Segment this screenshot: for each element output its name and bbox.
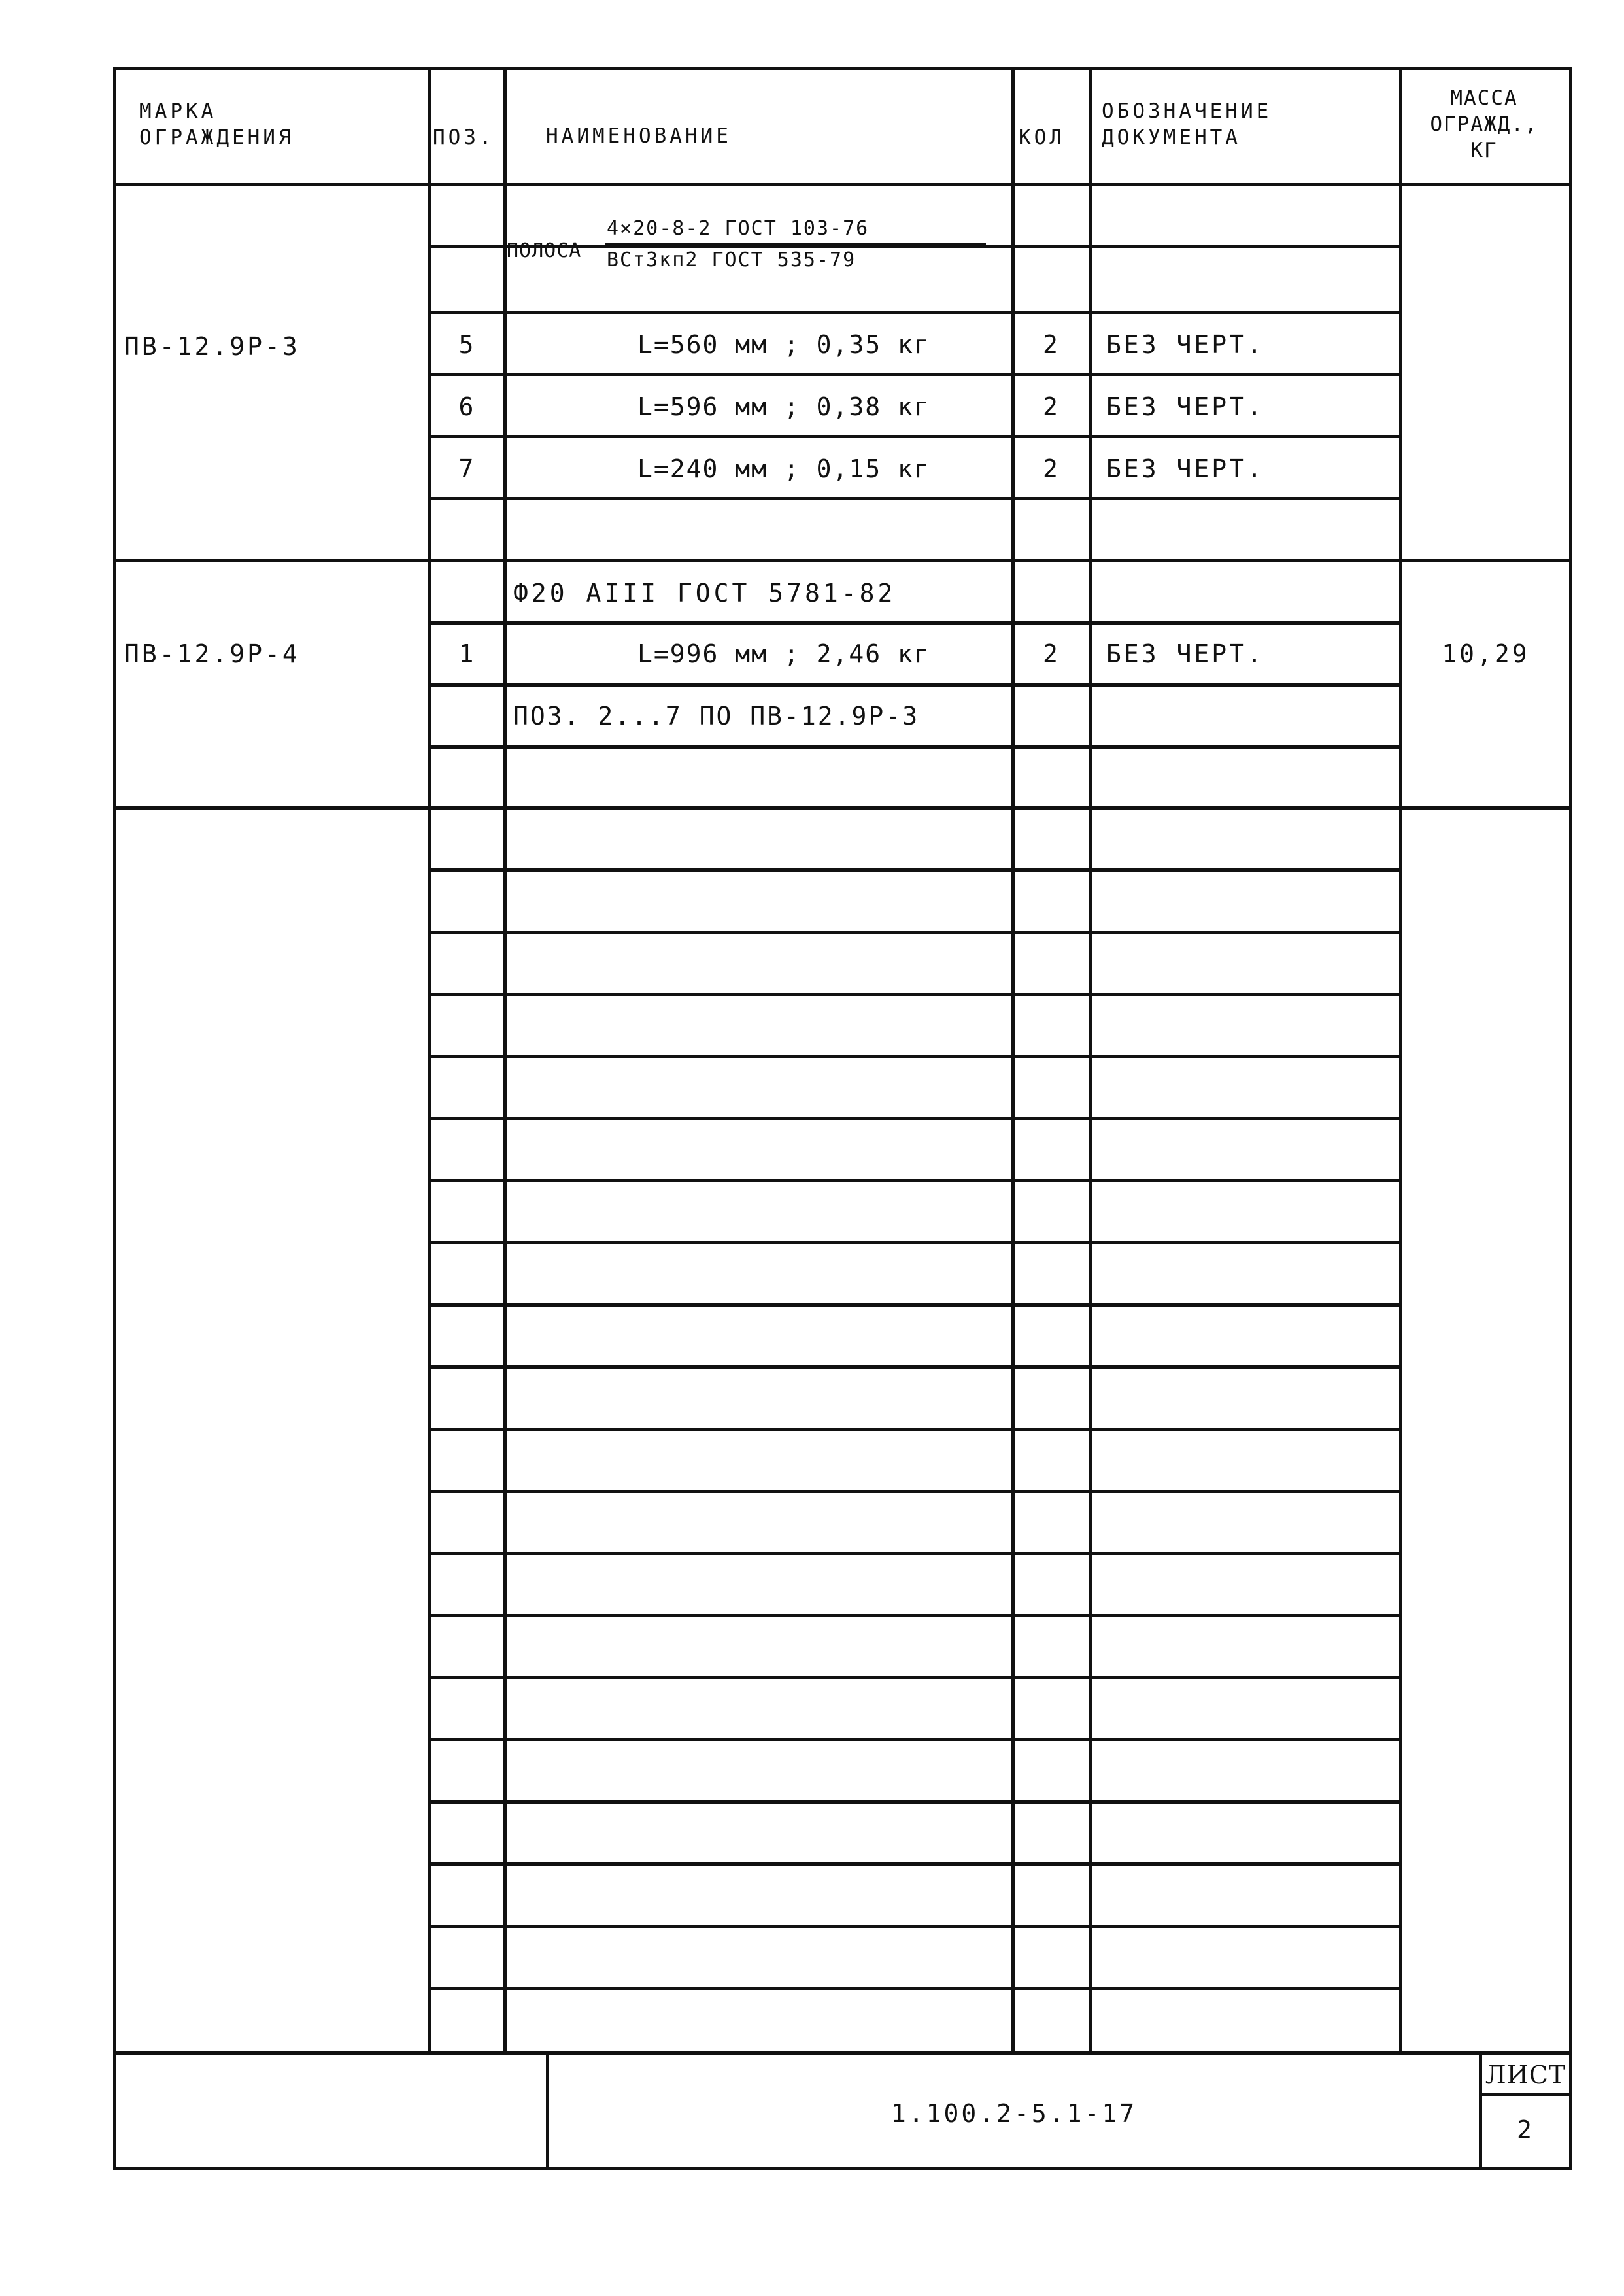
row-doc: БЕЗ ЧЕРТ. bbox=[1106, 454, 1264, 483]
row-doc: БЕЗ ЧЕРТ. bbox=[1106, 330, 1264, 359]
row-line bbox=[430, 1490, 1401, 1493]
row-line bbox=[430, 1303, 1401, 1307]
row-line bbox=[430, 1428, 1401, 1431]
row-line bbox=[430, 1179, 1401, 1182]
row-line bbox=[430, 993, 1401, 996]
row-line bbox=[430, 1800, 1401, 1804]
material-rebar: Ф20 AIII ГОСТ 5781-82 bbox=[513, 579, 896, 608]
row-doc: БЕЗ ЧЕРТ. bbox=[1106, 640, 1264, 668]
marka-pv-12-9r-4: ПВ-12.9Р-4 bbox=[124, 640, 300, 668]
col-divider-kol bbox=[1011, 67, 1015, 2055]
row-line bbox=[430, 1117, 1401, 1120]
row-poz: 6 bbox=[458, 392, 477, 421]
header-kol: КОЛ bbox=[1019, 126, 1065, 149]
row-name: L=560 мм ; 0,35 кг bbox=[637, 330, 930, 359]
row-kol: 2 bbox=[1043, 330, 1060, 359]
col-divider-name bbox=[503, 67, 507, 2055]
header-marka: МАРКА ОГРАЖДЕНИЯ bbox=[139, 99, 294, 149]
material-denominator: ВСт3кп2 ГОСТ 535-79 bbox=[607, 248, 856, 271]
position-reference: ПОЗ. 2...7 ПО ПВ-12.9Р-3 bbox=[513, 702, 920, 730]
sheet-label: ЛИСТ bbox=[1485, 2061, 1566, 2089]
header-massa: МАССА ОГРАЖД., КГ bbox=[1430, 86, 1538, 162]
material-numerator: 4×20-8-2 ГОСТ 103-76 bbox=[607, 217, 870, 240]
row-poz: 7 bbox=[458, 454, 477, 483]
row-line bbox=[430, 311, 1401, 314]
header-oboznachenie: ОБОЗНАЧЕНИЕ ДОКУМЕНТА bbox=[1102, 99, 1272, 149]
group-separator-line-2 bbox=[113, 806, 1572, 810]
row-poz: 5 bbox=[458, 330, 477, 359]
header-naimenovanie: НАИМЕНОВАНИЕ bbox=[546, 124, 732, 148]
row-line bbox=[430, 1055, 1401, 1058]
fraction-bar bbox=[605, 243, 986, 246]
frame-top-line bbox=[113, 67, 1572, 70]
sheet-number: 2 bbox=[1517, 2116, 1534, 2144]
row-doc: БЕЗ ЧЕРТ. bbox=[1106, 392, 1264, 421]
row-line bbox=[430, 931, 1401, 934]
row-kol: 2 bbox=[1043, 454, 1060, 483]
document-code: 1.100.2-5.1-17 bbox=[890, 2099, 1138, 2128]
marka-pv-12-9r-3: ПВ-12.9Р-3 bbox=[124, 332, 300, 361]
row-line bbox=[430, 1614, 1401, 1617]
frame-left-line bbox=[113, 67, 116, 2170]
header-separator-line bbox=[113, 183, 1572, 186]
table-bottom-line bbox=[113, 2051, 1572, 2055]
frame-right-line bbox=[1569, 67, 1572, 2170]
row-line bbox=[430, 868, 1401, 872]
row-line bbox=[430, 1552, 1401, 1555]
row-line bbox=[430, 745, 1401, 749]
row-kol: 2 bbox=[1043, 392, 1060, 421]
row-line bbox=[430, 621, 1401, 625]
col-divider-poz bbox=[428, 67, 431, 2055]
row-line bbox=[430, 1862, 1401, 1866]
mass-value: 10,29 bbox=[1442, 640, 1530, 668]
row-line bbox=[430, 373, 1401, 376]
row-name: L=596 мм ; 0,38 кг bbox=[637, 392, 930, 421]
row-line bbox=[430, 1676, 1401, 1679]
row-line bbox=[430, 1987, 1401, 1990]
row-kol: 2 bbox=[1043, 640, 1060, 668]
row-line bbox=[430, 1241, 1401, 1244]
frame-bottom-line bbox=[113, 2167, 1572, 2170]
row-name: L=996 мм ; 2,46 кг bbox=[637, 640, 930, 668]
row-line bbox=[430, 1738, 1401, 1741]
row-line bbox=[430, 1365, 1401, 1369]
col-divider-doc bbox=[1089, 67, 1092, 2055]
col-divider-mass bbox=[1399, 67, 1402, 2055]
header-poz: ПОЗ. bbox=[433, 126, 495, 149]
row-name: L=240 мм ; 0,15 кг bbox=[637, 454, 930, 483]
row-line bbox=[430, 435, 1401, 438]
row-line bbox=[430, 1925, 1401, 1928]
row-poz: 1 bbox=[458, 640, 477, 668]
group-separator-line-1 bbox=[113, 559, 1572, 562]
stamp-sheet-label-line bbox=[1479, 2093, 1570, 2096]
row-line bbox=[430, 683, 1401, 687]
material-prefix: ПОЛОСА bbox=[507, 239, 582, 262]
row-line bbox=[430, 497, 1401, 500]
